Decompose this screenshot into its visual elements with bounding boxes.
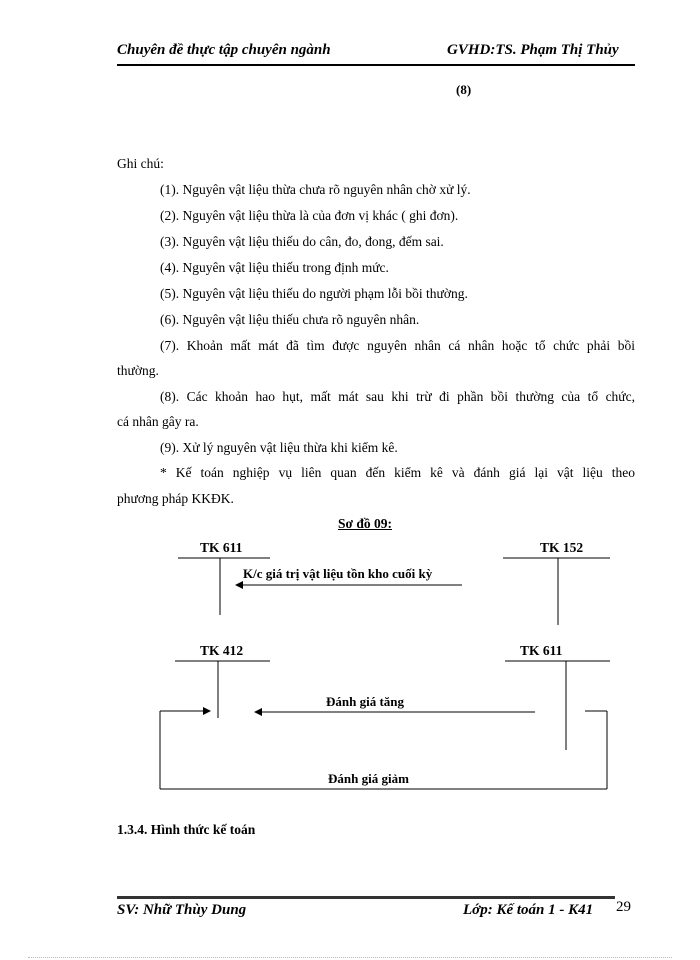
account-tk152: TK 152 (540, 540, 584, 555)
kkdk-line1: * Kế toán nghiệp vụ liên quan đến kiểm kê và đánh giá lại vật liệu theo (160, 465, 635, 480)
account-tk611-right: TK 611 (520, 643, 563, 658)
diagram-title: Sơ đồ 09: (338, 516, 392, 531)
note-item-4: (4). Nguyên vật liệu thiếu trong định mức. (160, 260, 389, 275)
note-item-8-line1: (8). Các khoản hao hụt, mất mát sau khi trừ đi phần bồi thường của tổ chức, (160, 389, 635, 404)
footer-class: Lớp: Kế toán 1 - K41 (463, 902, 594, 918)
arrow-decrease-label: Đánh giá giảm (328, 771, 409, 786)
arrow-top-label: K/c giá trị vật liệu tồn kho cuối kỳ (243, 566, 433, 581)
account-tk412: TK 412 (200, 643, 244, 658)
note-item-7-line1: (7). Khoản mất mát đã tìm được nguyên nhân cá nhân hoặc tổ chức phải bồi (160, 338, 635, 353)
header-right-advisor: GVHD:TS. Phạm Thị Thủy (447, 42, 619, 58)
page-number: 29 (616, 899, 631, 915)
note-item-5: (5). Nguyên vật liệu thiếu do người phạm lỗi bồi thường. (160, 286, 468, 301)
page-edge-dotted (28, 957, 672, 958)
arrow-increase-label: Đánh giá tăng (326, 694, 405, 709)
note-item-6: (6). Nguyên vật liệu thiếu chưa rõ nguyên nhân. (160, 312, 420, 327)
section-heading: 1.3.4. Hình thức kế toán (117, 822, 256, 837)
account-tk611-left: TK 611 (200, 540, 243, 555)
note-item-1: (1). Nguyên vật liệu thừa chưa rõ nguyên nhân chờ xử lý. (160, 182, 471, 197)
header-left-title: Chuyên đề thực tập chuyên ngành (117, 42, 331, 58)
footer-rule (117, 896, 615, 899)
note-item-8-line2: cá nhân gây ra. (117, 414, 199, 429)
footer-student: SV: Nhữ Thùy Dung (117, 902, 247, 918)
note-item-7-line2: thường. (117, 363, 159, 378)
note-item-3: (3). Nguyên vật liệu thiếu do cân, đo, đong, đếm sai. (160, 234, 444, 249)
kkdk-line2: phương pháp KKĐK. (117, 491, 234, 506)
note-item-2: (2). Nguyên vật liệu thừa là của đơn vị khác ( ghi đơn). (160, 208, 459, 223)
top-marker: (8) (456, 82, 472, 97)
note-item-9: (9). Xử lý nguyên vật liệu thừa khi kiểm kê. (160, 440, 398, 455)
notes-title: Ghi chú: (117, 156, 164, 171)
